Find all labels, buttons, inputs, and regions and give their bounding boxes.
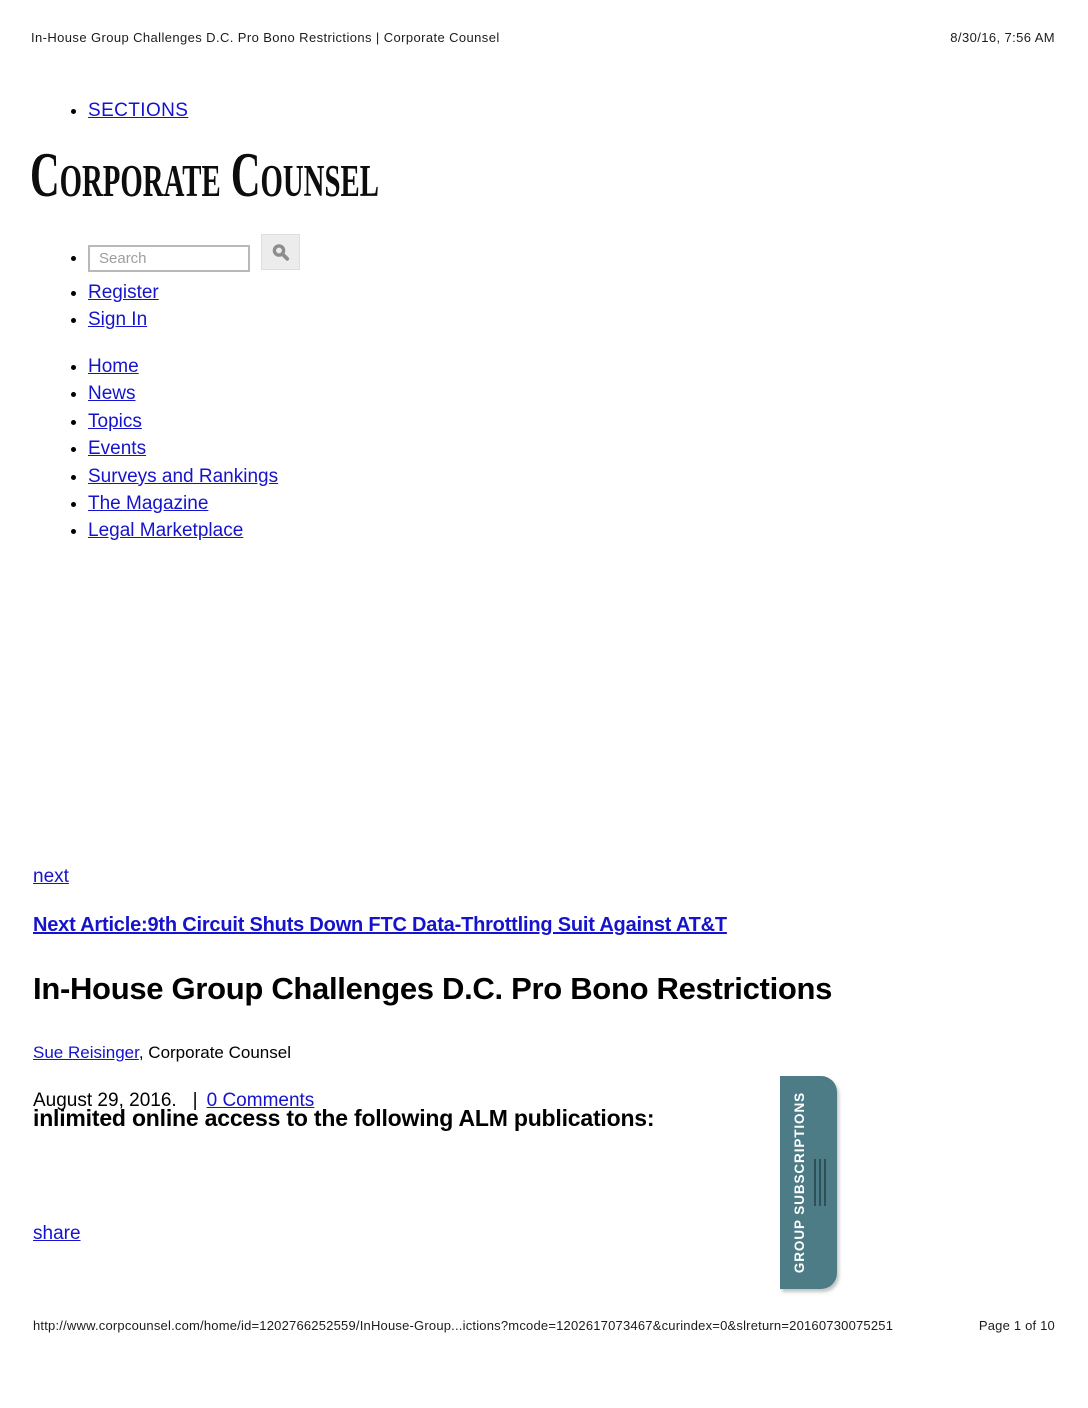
print-header-datetime: 8/30/16, 7:56 AM (950, 30, 1055, 45)
search-icon (270, 242, 291, 263)
list-item (88, 97, 188, 124)
list-item (88, 353, 278, 380)
grip-lines-icon (814, 1159, 826, 1206)
article-date: August 29, 2016. (33, 1090, 177, 1111)
sections-link[interactable]: SECTIONS (88, 100, 189, 121)
nav-link-news[interactable]: News (88, 383, 136, 405)
byline (33, 1043, 291, 1063)
group-subscriptions-label: GROUP SUBSCRIPTIONS (791, 1091, 807, 1274)
search-input[interactable] (88, 245, 250, 272)
list-item (88, 517, 278, 544)
list-item (88, 435, 278, 462)
separator: | (192, 1090, 198, 1111)
search-button[interactable] (261, 234, 300, 270)
print-footer-page: Page 1 of 10 (978, 1318, 1055, 1333)
account-nav (30, 240, 300, 334)
site-logo[interactable]: Corporate Counsel (30, 139, 379, 210)
register-link[interactable]: Register (88, 282, 159, 304)
paywall-overlay-text: inlimited online access to the following ALM publications: (33, 1105, 655, 1131)
print-footer (33, 1318, 1055, 1333)
nav-link-surveys-and-rankings[interactable]: Surveys and Rankings (88, 465, 279, 487)
article-title: In-House Group Challenges D.C. Pro Bono Restrictions (33, 971, 833, 1006)
author-link[interactable]: Sue Reisinger (33, 1043, 139, 1062)
main-nav (30, 353, 278, 545)
sign-in-link[interactable]: Sign In (88, 309, 148, 331)
list-item (88, 463, 278, 490)
list-item (88, 380, 278, 407)
comments-link[interactable]: 0 Comments (206, 1090, 315, 1111)
next-article-link[interactable]: Next Article:9th Circuit Shuts Down FTC Data-Throttling Suit Against AT&T (33, 914, 727, 936)
next-link[interactable]: next (33, 866, 69, 887)
nav-link-events[interactable]: Events (88, 438, 147, 460)
search-row (88, 240, 300, 276)
list-item (88, 490, 278, 517)
nav-link-the-magazine[interactable]: The Magazine (88, 493, 209, 515)
author-affiliation: , Corporate Counsel (138, 1043, 291, 1062)
nav-link-legal-marketplace[interactable]: Legal Marketplace (88, 520, 244, 542)
sections-nav (30, 97, 188, 124)
print-footer-url: http://www.corpcounsel.com/home/id=1202766252559/InHouse-Group...ictions?mcode=1202617073467&curindex=0&slreturn=20160730075251 (33, 1318, 894, 1333)
list-item (88, 408, 278, 435)
list-item (88, 279, 300, 306)
nav-link-home[interactable]: Home (88, 356, 139, 377)
share-link[interactable]: share (33, 1223, 81, 1244)
group-subscriptions-tab[interactable] (780, 1076, 837, 1289)
nav-link-topics[interactable]: Topics (88, 410, 142, 432)
print-header (31, 30, 1055, 45)
list-item (88, 306, 300, 333)
print-header-title: In-House Group Challenges D.C. Pro Bono Restrictions | Corporate Counsel (31, 30, 500, 45)
